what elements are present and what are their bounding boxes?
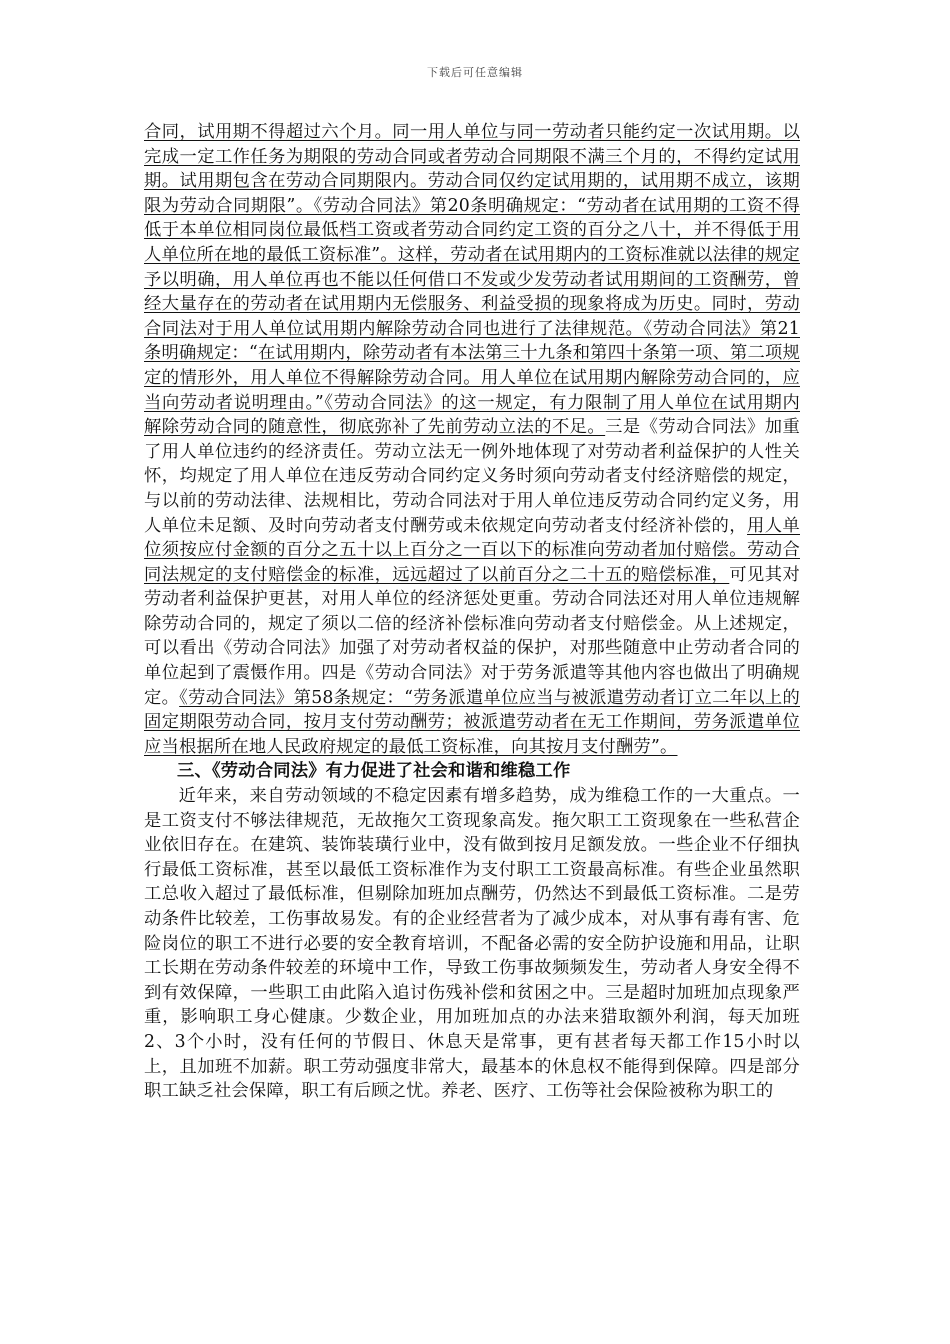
plain-passage: 三是《劳动合同法》加重了用人单位违约的经济责任。劳动立法无一例外地体现了对劳动者利益保护的人性关怀，均规定了用人单位在违反劳动合同约定义务时须向劳动者支付经济赔偿的规定，与以前的劳动法律、法规相比，劳动合同法对于用人单位违反劳动合同约定义务，用人单位未足额、及时向劳动者支付酬劳或未依规定向劳动者支付经济补偿的，: [144, 417, 801, 536]
document-body: [144, 120, 800, 1104]
paragraph-trial-period: [144, 120, 800, 759]
underlined-passage: 《劳动合同法》第58条规定：“劳务派遣单位应当与被派遣劳动者订立二年以上的固定期限劳动合同，按月支付劳动酬劳；被派遣劳动者在无工作期间，劳务派遣单位应当根据所在地人民政府规定的最低工资标准，向其按月支付酬劳”。: [144, 687, 800, 757]
underlined-passage: 用人单位须按应付金额的百分之五十以上百分之一百以下的标准向劳动者加付赔偿。劳动合同法规定的支付赔偿金的标准，远远超过了以前百分之二十五的赔偿标准，: [144, 515, 800, 585]
page-header: 下载后可任意编辑: [427, 66, 523, 79]
section-heading: 三、《劳动合同法》有力促进了社会和谐和维稳工作: [177, 761, 571, 782]
section-paragraph: 近年来，来自劳动领域的不稳定因素有增多趋势，成为维稳工作的一大重点。一是工资支付不够法律规范，无故拖欠工资现象高发。拖欠职工工资现象在一些私营企业依旧存在。在建筑、装饰装璜行业中，没有做到按月足额发放。一些企业不仔细执行最低工资标准，甚至以最低工资标准作为支付职工工资最高标准。有些企业虽然职工总收入超过了最低标准，但剔除加班加点酬劳，仍然达不到最低工资标准。二是劳动条件比较差，工伤事故易发。有的企业经营者为了减少成本，对从事有毒有害、危险岗位的职工不进行必要的安全教育培训，不配备必需的安全防护设施和用品，让职工长期在劳动条件较差的环境中工作，导致工伤事故频频发生，劳动者人身安全得不到有效保障，一些职工由此陷入追讨伤残补偿和贫困之中。三是超时加班加点现象严重，影响职工身心健康。少数企业，用加班加点的办法来猎取额外利润，每天加班2、3个小时，没有任何的节假日、休息天是常事，更有甚者每天都工作15小时以上，且加班不加薪。职工劳动强度非常大，最基本的休息权不能得到保障。四是部分职工缺乏社会保障，职工有后顾之忧。养老、医疗、工伤等社会保险被称为职工的: [144, 786, 800, 1102]
plain-passage: 可见其对劳动者利益保护更甚，对用人单位的经济惩处更重。劳动合同法还对用人单位违规解除劳动合同的，规定了须以二倍的经济补偿标准向劳动者支付赔偿金。从上述规定，可以看出《劳动合同法》加强了对劳动者权益的保护，对那些随意中止劳动者合同的单位起到了震慑作用。四是《劳动合同法》对于劳务派遣等其他内容也做出了明确规定。: [144, 564, 800, 708]
underlined-passage: 合同，试用期不得超过六个月。同一用人单位与同一劳动者只能约定一次试用期。以完成一定工作任务为期限的劳动合同或者劳动合同期限不满三个月的，不得约定试用期。试用期包含在劳动合同期限内。劳动合同仅约定试用期的，试用期不成立，该期限为劳动合同期限”。《劳动合同法》第20条明确规定：“劳动者在试用期的工资不得低于本单位相同岗位最低档工资或者劳动合同约定工资的百分之八十，并不得低于用人单位所在地的最低工资标准”。这样，劳动者在试用期内的工资标准就以法律的规定予以明确，用人单位再也不能以任何借口不发或少发劳动者试用期间的工资酬劳，曾经大量存在的劳动者在试用期内无偿服务、利益受损的现象将成为历史。同时，劳动合同法对于用人单位试用期内解除劳动合同也进行了法律规范。《劳动合同法》第21条明确规定：“在试用期内，除劳动者有本法第三十九条和第四十条第一项、第二项规定的情形外，用人单位不得解除劳动合同。用人单位在试用期内解除劳动合同的，应当向劳动者说明理由。”《劳动合同法》的这一规定，有力限制了用人单位在试用期内解除劳动合同的随意性，彻底弥补了先前劳动立法的不足。: [144, 122, 800, 438]
